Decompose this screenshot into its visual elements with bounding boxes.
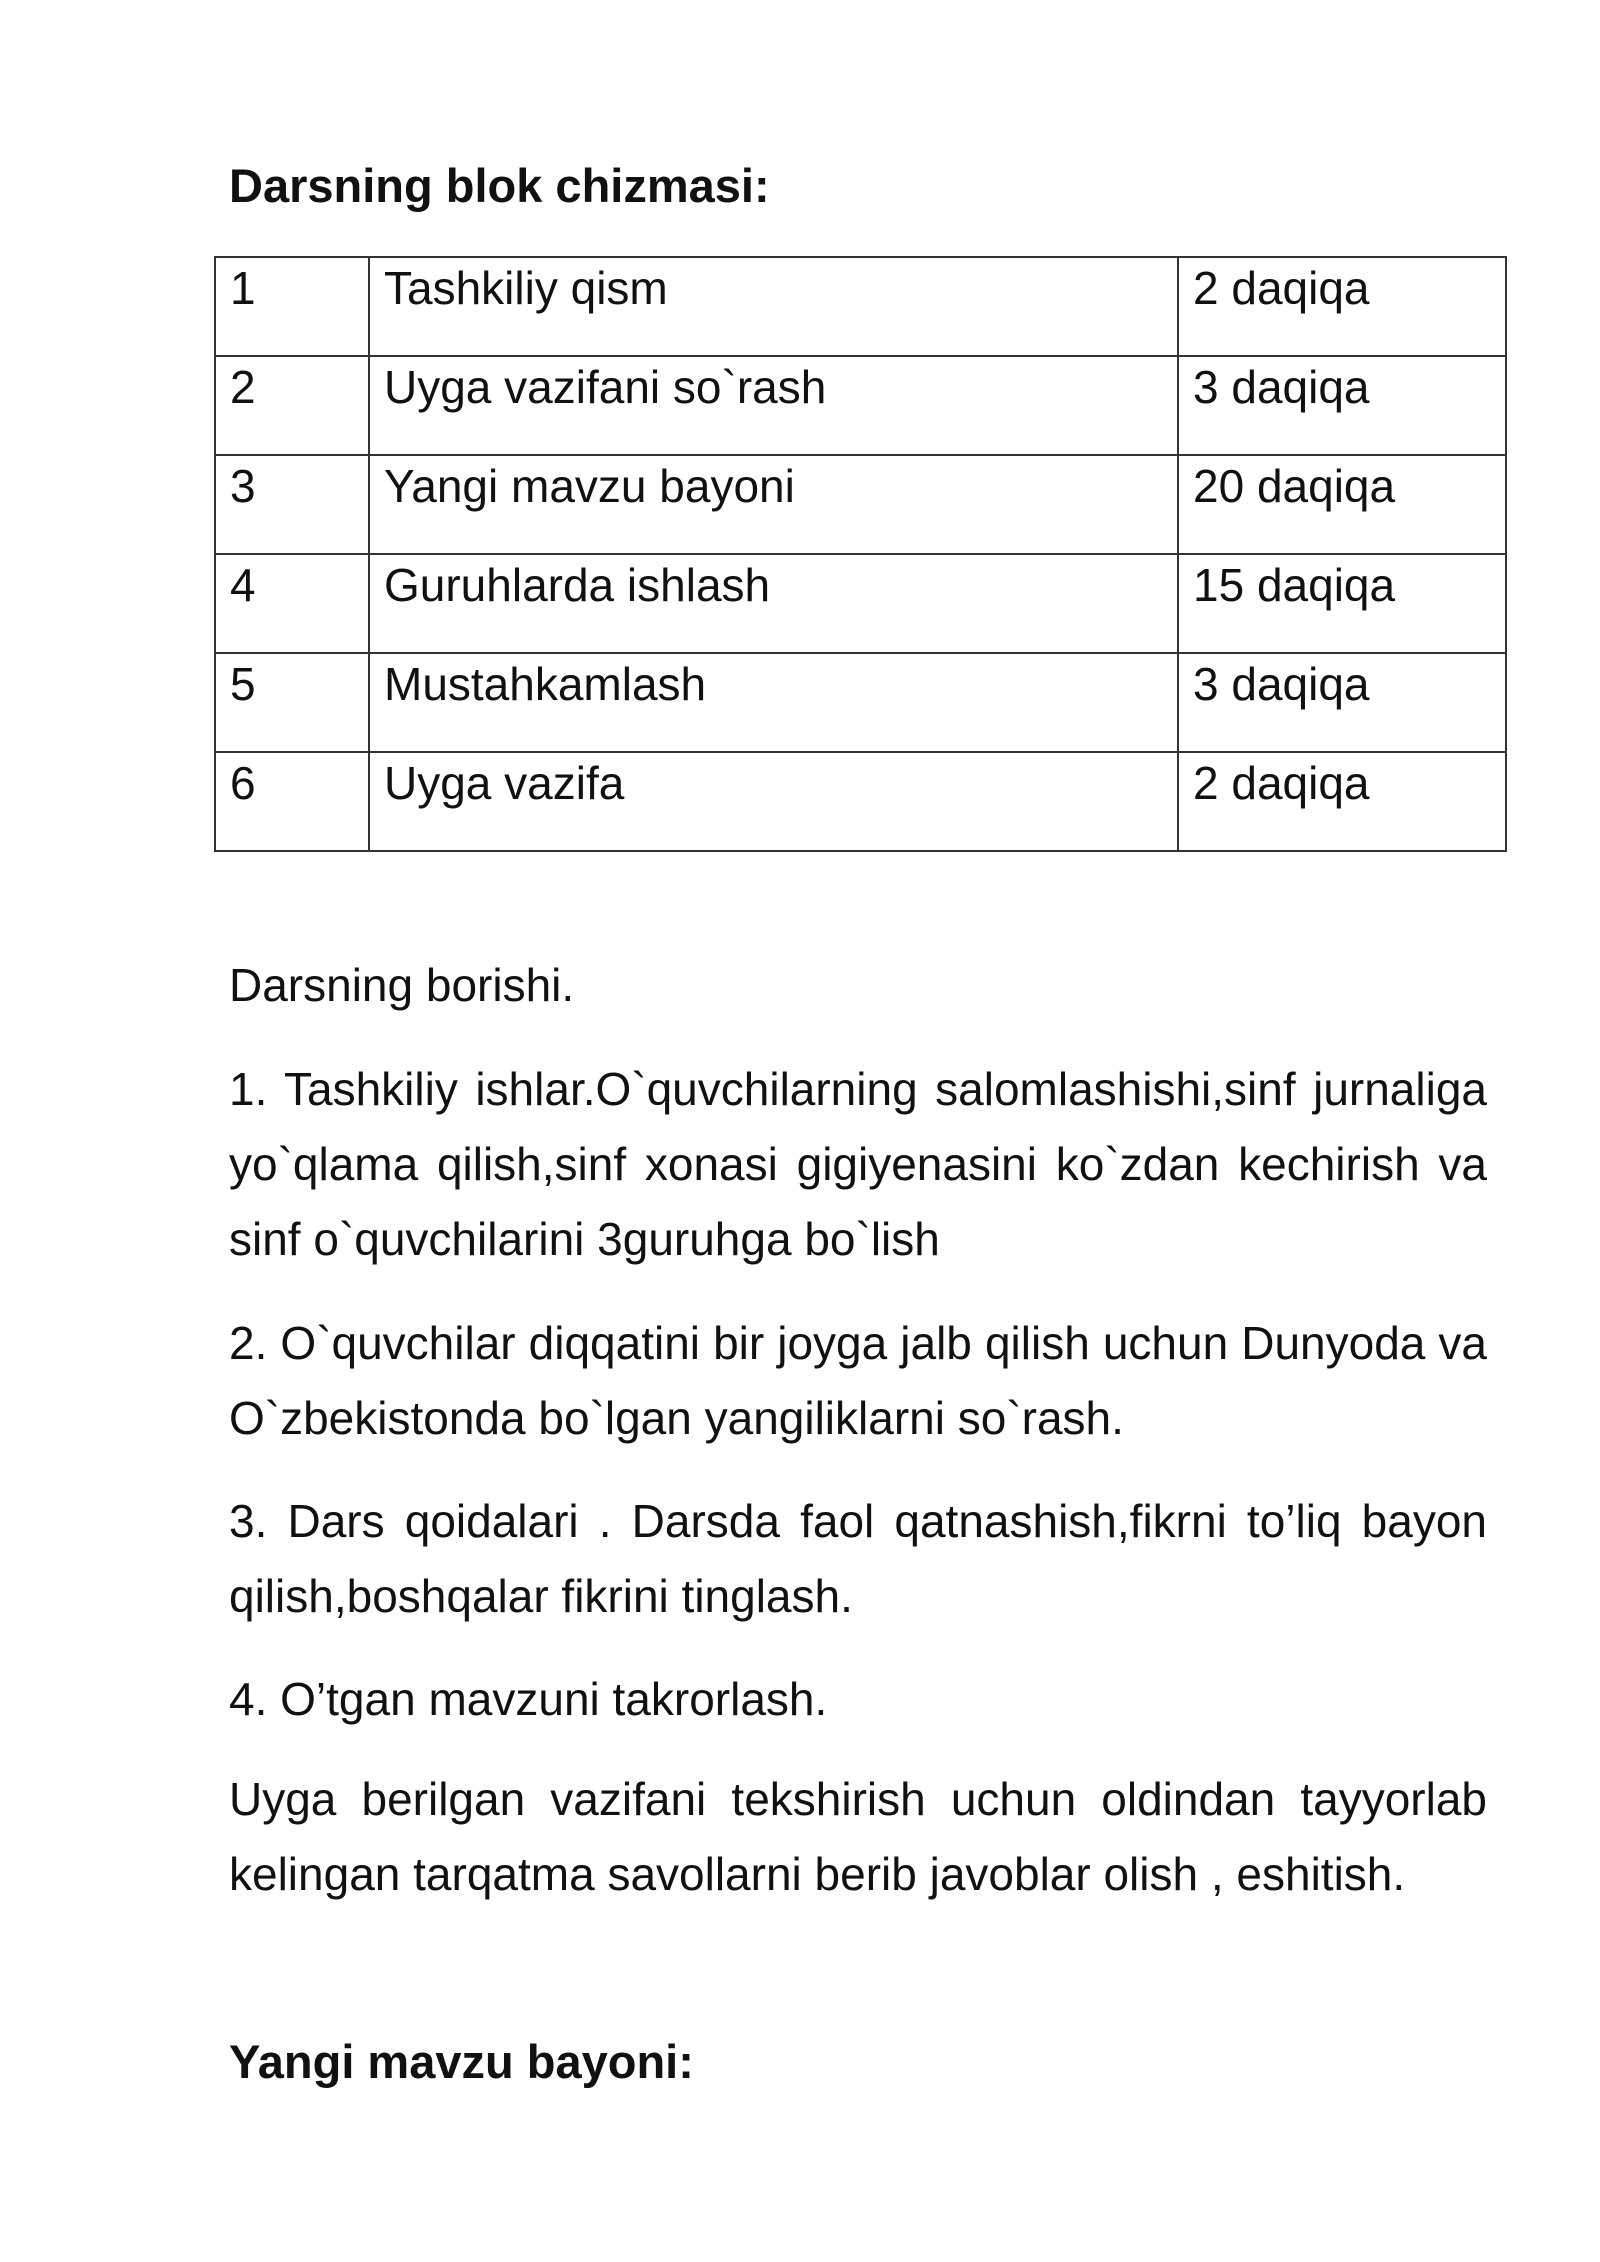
row-stage: Yangi mavzu bayoni (369, 455, 1178, 554)
row-time: 3 daqiqa (1178, 653, 1506, 752)
table-row (215, 554, 1506, 653)
step-organizational: 1. Tashkiliy ishlar.O`quvchilarning salomlashishi,sinf jurnaliga yo`qlama qilish,sinf xonasi gigiyenasini ko`zdan kechirish va sinf o`quvchilarini 3guruhga bo`lish (229, 1063, 1487, 1265)
row-time: 20 daqiqa (1178, 455, 1506, 554)
table-row (215, 455, 1506, 554)
table-row (215, 653, 1506, 752)
row-stage: Mustahkamlash (369, 653, 1178, 752)
row-number: 2 (215, 356, 369, 455)
row-number: 3 (215, 455, 369, 554)
row-number: 6 (215, 752, 369, 851)
new-topic-heading: Yangi mavzu bayoni: (229, 2035, 694, 2088)
step-review: 4. O’tgan mavzuni takrorlash. (229, 1673, 828, 1725)
step-attention: 2. O`quvchilar diqqatini bir joyga jalb qilish uchun Dunyoda va O`zbekistonda bo`lgan yangiliklarni so`rash. (229, 1317, 1487, 1444)
table-row (215, 257, 1506, 356)
row-stage: Uyga vazifani so`rash (369, 356, 1178, 455)
homework-check-paragraph: Uyga berilgan vazifani tekshirish uchun oldindan tayyorlab kelingan tarqatma savollarni berib javoblar olish , eshitish. (229, 1773, 1487, 1900)
row-time: 15 daqiqa (1178, 554, 1506, 653)
row-number: 1 (215, 257, 369, 356)
lesson-progress-heading: Darsning borishi. (229, 959, 575, 1011)
row-time: 3 daqiqa (1178, 356, 1506, 455)
row-time: 2 daqiqa (1178, 257, 1506, 356)
table-row (215, 356, 1506, 455)
row-stage: Tashkiliy qism (369, 257, 1178, 356)
table-row (215, 752, 1506, 851)
row-number: 4 (215, 554, 369, 653)
step-rules: 3. Dars qoidalari . Darsda faol qatnashish,fikrni to’liq bayon qilish,boshqalar fikrini tinglash. (229, 1495, 1487, 1622)
row-stage: Guruhlarda ishlash (369, 554, 1178, 653)
row-time: 2 daqiqa (1178, 752, 1506, 851)
lesson-block-table (214, 256, 1507, 852)
row-number: 5 (215, 653, 369, 752)
row-stage: Uyga vazifa (369, 752, 1178, 851)
block-scheme-heading: Darsning blok chizmasi: (229, 159, 770, 212)
